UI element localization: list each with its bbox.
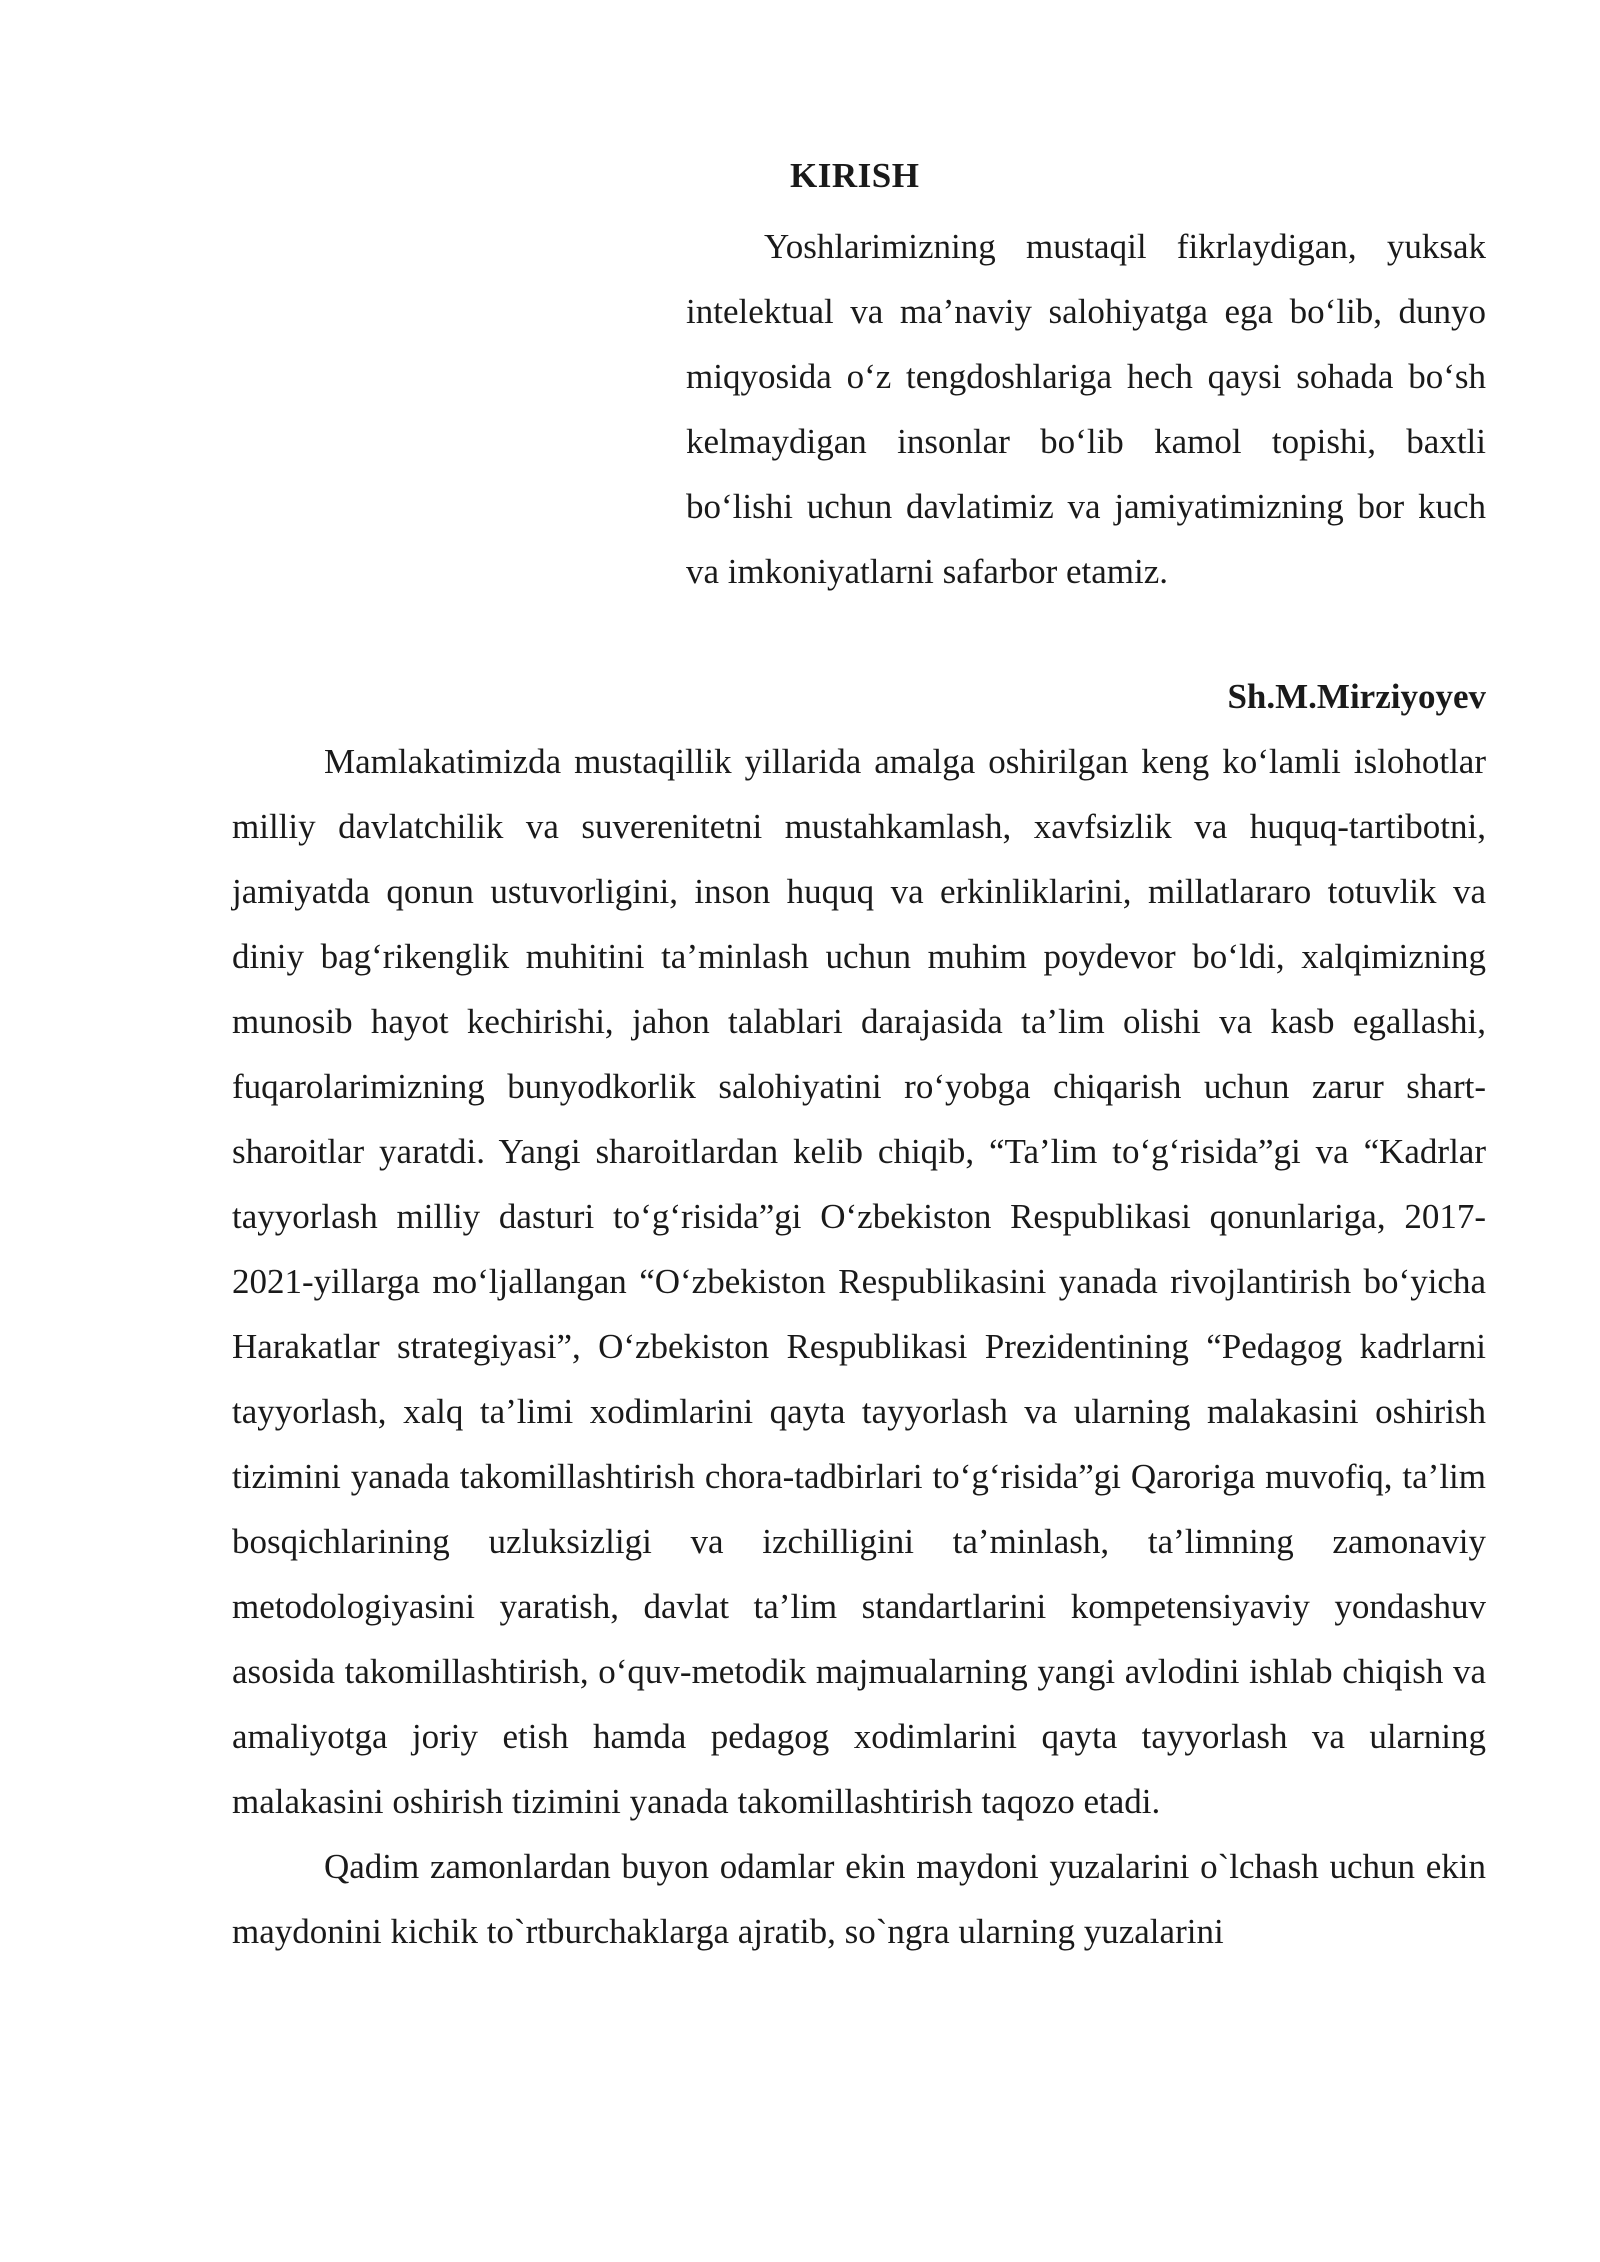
paragraph: Qadim zamonlardan buyon odamlar ekin maydoni yuzalarini o`lchash uchun ekin maydonini kichik to`rtburchaklarga ajratib, so`ngra ularning yuzalarini <box>232 1847 1486 1951</box>
section-heading: KIRISH <box>790 156 920 195</box>
epigraph-author: Sh.M.Mirziyoyev <box>1227 677 1486 716</box>
paragraph: Mamlakatimizda mustaqillik yillarida amalga oshirilgan keng ko‘lamli islohotlar milliy davlatchilik va suverenitetni mustahkamlash, xavfsizlik va huquq-tartibotni, jamiyatda qonun ustuvorligini, inson huquq va erkinliklarini, millatlararo totuvlik va diniy bag‘rikenglik muhitini ta’minlash uchun muhim poydevor bo‘ldi, xalqimizning munosib hayot kechirishi, jahon talablari darajasida ta’lim olishi va kasb egallashi, fuqarolarimizning bunyodkorlik salohiyatini ro‘yobga chiqarish uchun zarur shart-sharoitlar yaratdi. Yangi sharoitlardan kelib chiqib, “Ta’lim to‘g‘risida”gi va “Kadrlar tayyorlash milliy dasturi to‘g‘risida”gi O‘zbekiston Respublikasi qonunlariga, 2017-2021-yillarga mo‘ljallangan “O‘zbekiston Respublikasini yanada rivojlantirish bo‘yicha Harakatlar strategiyasi”, O‘zbekiston Respublikasi Prezidentining “Pedagog kadrlarni tayyorlash, xalq ta’limi xodimlarini qayta tayyorlash va ularning malakasini oshirish tizimini yanada takomillashtirish chora-tadbirlari to‘g‘risida”gi Qaroriga muvofiq, ta’lim bosqichlarining uzluksizligi va izchilligini ta’minlash, ta’limning zamonaviy metodologiyasini yaratish, davlat ta’lim standartlarini kompetensiyaviy yondashuv asosida takomillashtirish, o‘quv-metodik majmualarning yangi avlodini ishlab chiqish va amaliyotga joriy etish hamda pedagog xodimlarini qayta tayyorlash va ularning malakasini oshirish tizimini yanada takomillashtirish taqozo etadi. <box>232 742 1486 1821</box>
epigraph-quote: Yoshlarimizning mustaqil fikrlaydigan, yuksak intelektual va ma’naviy salohiyatga ega bo‘lib, dunyo miqyosida o‘z tengdoshlariga hech qaysi sohada bo‘sh kelmaydigan insonlar bo‘lib kamol topishi, baxtli bo‘lishi uchun davlatimiz va jamiyatimizning bor kuch va imkoniyatlarni safarbor etamiz. <box>686 227 1486 591</box>
body-text <box>232 729 1486 1964</box>
